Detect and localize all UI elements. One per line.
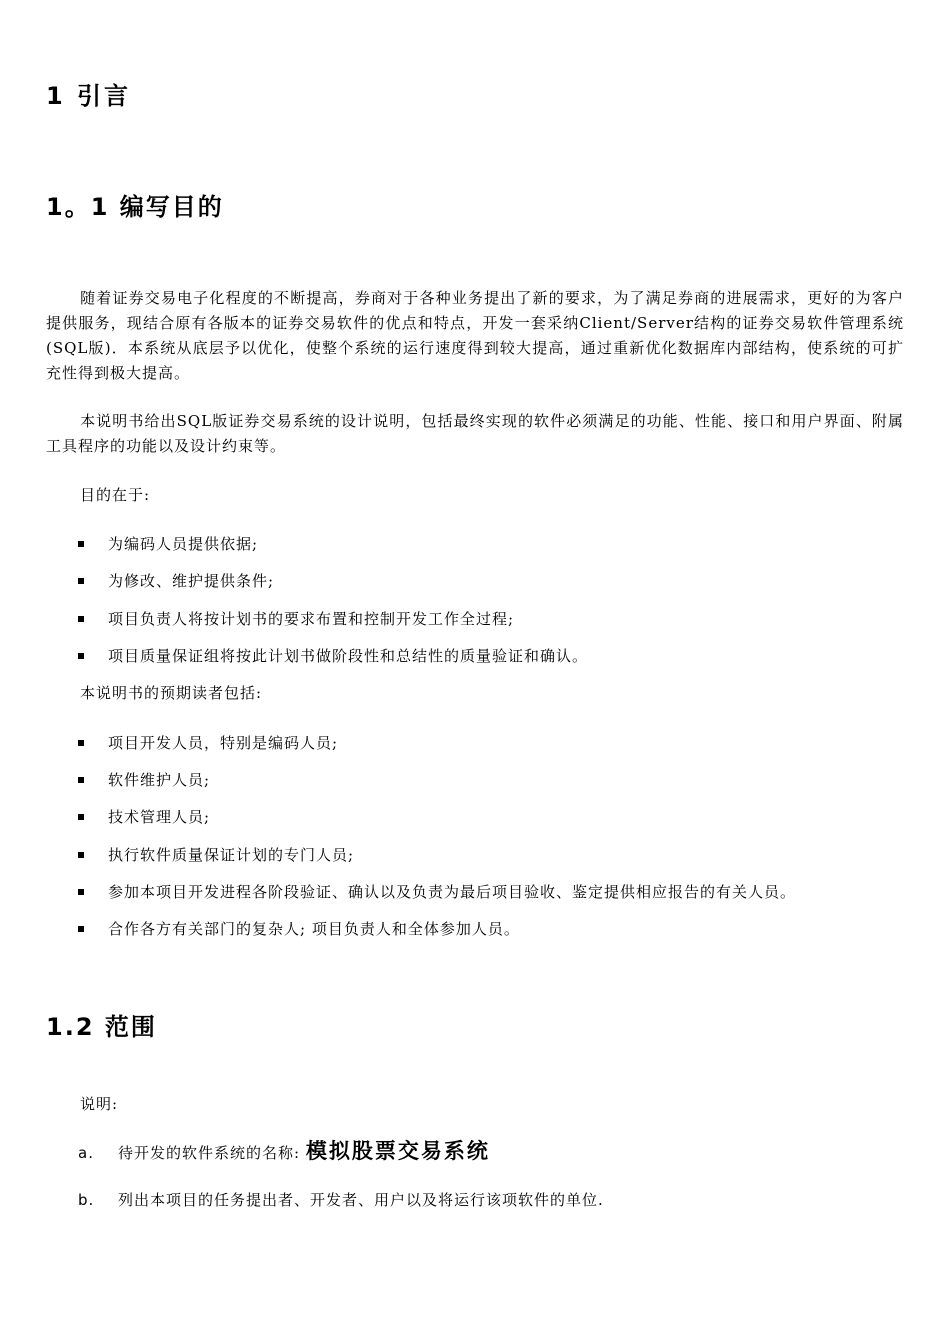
purpose-list-item-text: 为编码人员提供依据;	[108, 535, 259, 553]
purpose-list-item-text: 项目质量保证组将按此计划书做阶段性和总结性的质量验证和确认。	[108, 647, 589, 665]
purpose-intro: 目的在于:	[80, 486, 151, 504]
scope-item-b-letter: b.	[78, 1191, 95, 1209]
scope-item-a	[78, 1136, 490, 1168]
reader-list-item-text: 合作各方有关部门的复杂人; 项目负责人和全体参加人员。	[108, 920, 520, 938]
bullet-icon	[78, 740, 84, 746]
purpose-paragraph-2-text: 本说明书给出SQL版证券交易系统的设计说明，包括最终实现的软件必须满足的功能、性能、接口和用户界面、附属工具程序的功能以及设计约束等。	[46, 412, 904, 455]
bullet-icon	[78, 889, 84, 895]
reader-list-item-text: 软件维护人员;	[108, 771, 211, 789]
purpose-list-item-text: 项目负责人将按计划书的要求布置和控制开发工作全过程;	[108, 610, 515, 628]
purpose-list-item-text: 为修改、维护提供条件;	[108, 572, 275, 590]
purpose-paragraph-2	[46, 409, 904, 459]
section-1-heading: 1 引言	[46, 82, 132, 110]
scope-item-a-letter: a.	[78, 1144, 94, 1162]
bullet-icon	[78, 926, 84, 932]
reader-list-item-text: 执行软件质量保证计划的专门人员;	[108, 846, 355, 864]
purpose-paragraph-1-text: 随着证券交易电子化程度的不断提高，券商对于各种业务提出了新的要求，为了满足券商的进展需求，更好的为客户提供服务，现结合原有各版本的证券交易软件的优点和特点，开发一套采纳Client/Server结构的证券交易软件管理系统(SQL版)．本系统从底层予以优化，使整个系统的运行速度得到较大提高，通过重新优化数据库内部结构，使系统的可扩充性得到极大提高。	[46, 289, 904, 382]
section-1-2-heading: 1.2 范围	[46, 1013, 157, 1041]
bullet-icon	[78, 814, 84, 820]
scope-item-b	[78, 1189, 604, 1211]
bullet-icon	[78, 653, 84, 659]
scope-item-a-text: 待开发的软件系统的名称:	[118, 1144, 306, 1162]
scope-intro: 说明:	[80, 1095, 119, 1113]
bullet-icon	[78, 777, 84, 783]
readers-intro: 本说明书的预期读者包括:	[80, 684, 263, 702]
bullet-icon	[78, 541, 84, 547]
purpose-paragraph-1	[46, 286, 904, 386]
scope-item-b-text: 列出本项目的任务提出者、开发者、用户以及将运行该项软件的单位.	[118, 1191, 604, 1209]
reader-list-item-text: 技术管理人员;	[108, 808, 211, 826]
bullet-icon	[78, 852, 84, 858]
bullet-icon	[78, 616, 84, 622]
reader-list-item-text: 参加本项目开发进程各阶段验证、确认以及负责为最后项目验收、鉴定提供相应报告的有关人员。	[108, 883, 797, 901]
reader-list-item-text: 项目开发人员，特别是编码人员;	[108, 734, 339, 752]
bullet-icon	[78, 578, 84, 584]
section-1-1-heading: 1。1 编写目的	[46, 193, 224, 221]
system-name: 模拟股票交易系统	[305, 1139, 490, 1163]
